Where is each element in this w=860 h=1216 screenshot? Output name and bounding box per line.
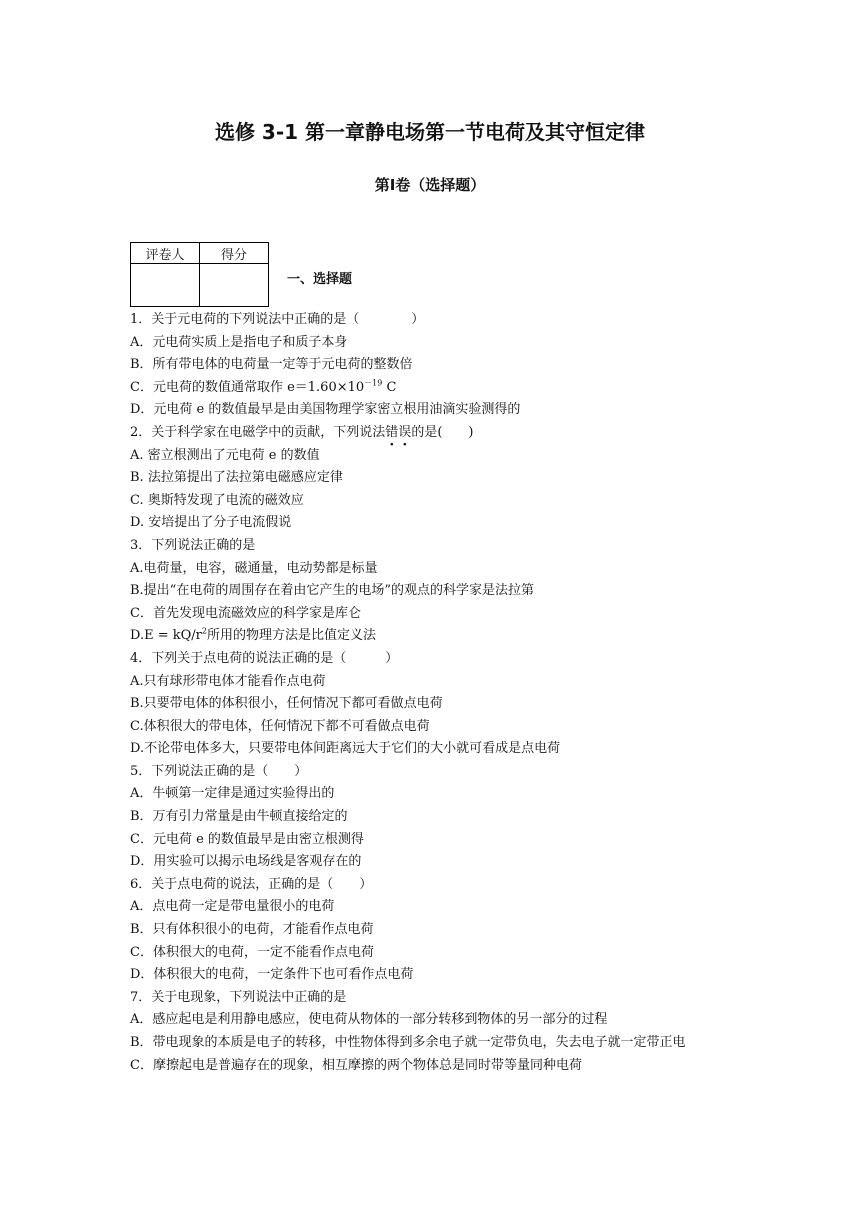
question-6-stem: 6．关于点电荷的说法，正确的是（ ） bbox=[130, 876, 373, 892]
question-7-option-c: C．摩擦起电是普遍存在的现象，相互摩擦的两个物体总是同时带等量同种电荷 bbox=[130, 1057, 582, 1073]
question-5-option-a: A．牛顿第一定律是通过实验得出的 bbox=[130, 786, 335, 802]
question-1-option-d: D．元电荷 e 的数值最早是由美国物理学家密立根用油滴实验测得的 bbox=[130, 402, 521, 418]
question-1-option-b: B．所有带电体的电荷量一定等于元电荷的整数倍 bbox=[130, 357, 413, 373]
question-5-stem: 5．下列说法正确的是（ ） bbox=[130, 763, 308, 779]
question-4-stem: 4．下列关于点电荷的说法正确的是（ ） bbox=[130, 650, 399, 666]
question-4-option-d: D.不论带电体多大，只要带电体间距离远大于它们的大小就可看成是点电荷 bbox=[130, 741, 561, 757]
question-3-option-b: B.提出“在电荷的周围存在着由它产生的电场”的观点的科学家是法拉第 bbox=[130, 583, 534, 599]
question-3-option-d bbox=[130, 625, 740, 648]
question-4-option-c: C.体积很大的带电体，任何情况下都不可看做点电荷 bbox=[130, 718, 430, 734]
stem-text: 的是( ) bbox=[411, 424, 474, 440]
grader-header: 评卷人 bbox=[131, 243, 200, 264]
question-1-option-a: A．元电荷实质上是指电子和质子本身 bbox=[130, 334, 348, 350]
unit: C bbox=[382, 379, 397, 395]
question-5-option-d: D．用实验可以揭示电场线是客观存在的 bbox=[130, 854, 362, 870]
question-2-stem bbox=[130, 422, 740, 445]
question-7-option-a: A．感应起电是利用静电感应，使电荷从物体的一部分转移到物体的另一部分的过程 bbox=[130, 1012, 608, 1028]
question-6-option-b: B．只有体积很小的电荷，才能看作点电荷 bbox=[130, 922, 374, 938]
question-6-option-a: A．点电荷一定是带电量很小的电荷 bbox=[130, 899, 335, 915]
question-list bbox=[130, 309, 740, 1077]
score-cell[interactable] bbox=[200, 264, 269, 307]
emphasis-char: 错 bbox=[385, 424, 399, 440]
option-text: 所用的物理方法是比值定义法 bbox=[206, 628, 376, 644]
score-header: 得分 bbox=[200, 243, 269, 264]
exponent: －19 bbox=[364, 378, 383, 388]
question-6-option-c: C．体积很大的电荷，一定不能看作点电荷 bbox=[130, 944, 374, 960]
question-2-option-c: C. 奥斯特发现了电流的磁效应 bbox=[130, 492, 304, 508]
option-text: C．元电荷的数值通常取作 e＝1.60×10 bbox=[130, 379, 365, 395]
question-1-stem: 1．关于元电荷的下列说法中正确的是（ ） bbox=[130, 312, 425, 327]
question-2-option-d: D. 安培提出了分子电流假说 bbox=[130, 515, 292, 531]
option-text: D.E = kQ/r bbox=[130, 628, 202, 644]
question-3-stem: 3．下列说法正确的是 bbox=[130, 537, 256, 553]
question-4-option-a: A.只有球形带电体才能看作点电荷 bbox=[130, 673, 326, 689]
question-6-option-d: D．体积很大的电荷，一定条件下也可看作点电荷 bbox=[130, 967, 414, 983]
volume-subtitle: 第Ⅰ卷（选择题） bbox=[374, 176, 486, 194]
page-title: 选修 3-1 第一章静电场第一节电荷及其守恒定律 bbox=[214, 120, 646, 144]
score-table bbox=[130, 242, 269, 307]
question-7-option-b: B．带电现象的本质是电子的转移，中性物体得到多余电子就一定带负电，失去电子就一定带正电 bbox=[130, 1035, 686, 1050]
question-3-option-c: C．首先发现电流磁效应的科学家是库仑 bbox=[130, 605, 361, 621]
question-5-option-b: B．万有引力常量是由牛顿直接给定的 bbox=[130, 809, 348, 825]
emphasis-char: 误 bbox=[398, 424, 412, 440]
exponent: 2 bbox=[201, 626, 207, 636]
question-5-option-c: C．元电荷 e 的数值最早是由密立根测得 bbox=[130, 831, 364, 847]
question-2-option-a: A. 密立根测出了元电荷 e 的数值 bbox=[130, 447, 320, 463]
section-heading: 一、选择题 bbox=[287, 272, 353, 287]
stem-text: 2．关于科学家在电磁学中的贡献，下列说法 bbox=[130, 424, 386, 440]
question-2-option-b: B. 法拉第提出了法拉第电磁感应定律 bbox=[130, 470, 343, 486]
question-4-option-b: B.只要带电体的体积很小，任何情况下都可看做点电荷 bbox=[130, 696, 443, 712]
question-3-option-a: A.电荷量，电容，磁通量，电动势都是标量 bbox=[130, 560, 378, 576]
question-1-option-c bbox=[130, 377, 740, 400]
question-7-stem: 7．关于电现象，下列说法中正确的是 bbox=[130, 989, 347, 1005]
grader-cell[interactable] bbox=[131, 264, 200, 307]
